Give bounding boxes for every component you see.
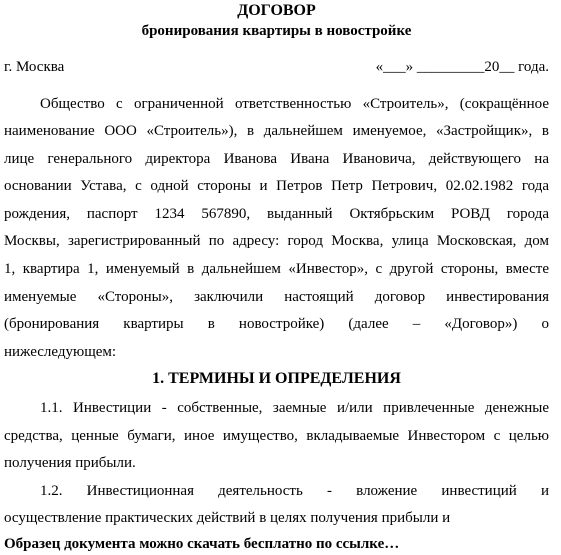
- intro-line: основании Устава, с одной стороны и Петров Петр Петрович, 02.02.1982 года: [4, 178, 549, 194]
- intro-line: лице генерального директора Иванова Ивана Ивановича, действующего на: [4, 151, 549, 167]
- intro-line: нижеследующем:: [4, 344, 117, 360]
- intro-line: именуемые «Стороны», заключили настоящий договор инвестирования: [4, 289, 549, 305]
- clause-1-1-line: 1.1. Инвестиции - собственные, заемные и/или привлеченные денежные: [40, 400, 549, 416]
- section-heading: 1. ТЕРМИНЫ И ОПРЕДЕЛЕНИЯ: [152, 370, 401, 387]
- intro-line: рождения, паспорт 1234 567890, выданный Октябрьским РОВД города: [4, 206, 549, 222]
- intro-line: Москвы, зарегистрированный по адресу: город Москва, улица Московская, дом: [4, 233, 549, 249]
- clause-1-1-line: получения прибыли.: [4, 455, 136, 471]
- document-subtitle: бронирования квартиры в новостройке: [141, 23, 412, 39]
- clause-1-1-line: средства, ценные бумаги, иное имущество, вкладываемые Инвестором с целью: [4, 428, 549, 444]
- intro-line: 1, квартира 1, именуемый в дальнейшем «Инвестор», с другой стороны, вместе: [4, 261, 549, 277]
- download-link[interactable]: Образец документа можно скачать бесплатно по ссылке…: [4, 536, 400, 552]
- date-line: «___» _________20__ года.: [375, 59, 549, 75]
- city-label: г. Москва: [4, 59, 65, 75]
- clause-1-2-line: осуществление практических действий в целях получения прибыли и: [4, 510, 451, 526]
- intro-line: наименование ООО «Строитель»), в дальнейшем именуемое, «Застройщик», в: [4, 123, 549, 139]
- clause-1-2-line: 1.2. Инвестиционная деятельность - вложение инвестиций и: [40, 483, 549, 499]
- document-title: ДОГОВОР: [237, 2, 316, 19]
- intro-line: Общество с ограниченной ответственностью «Строитель», (сокращённое: [40, 96, 549, 112]
- intro-line: (бронирования квартиры в новостройке) (далее – «Договор») о: [4, 316, 549, 332]
